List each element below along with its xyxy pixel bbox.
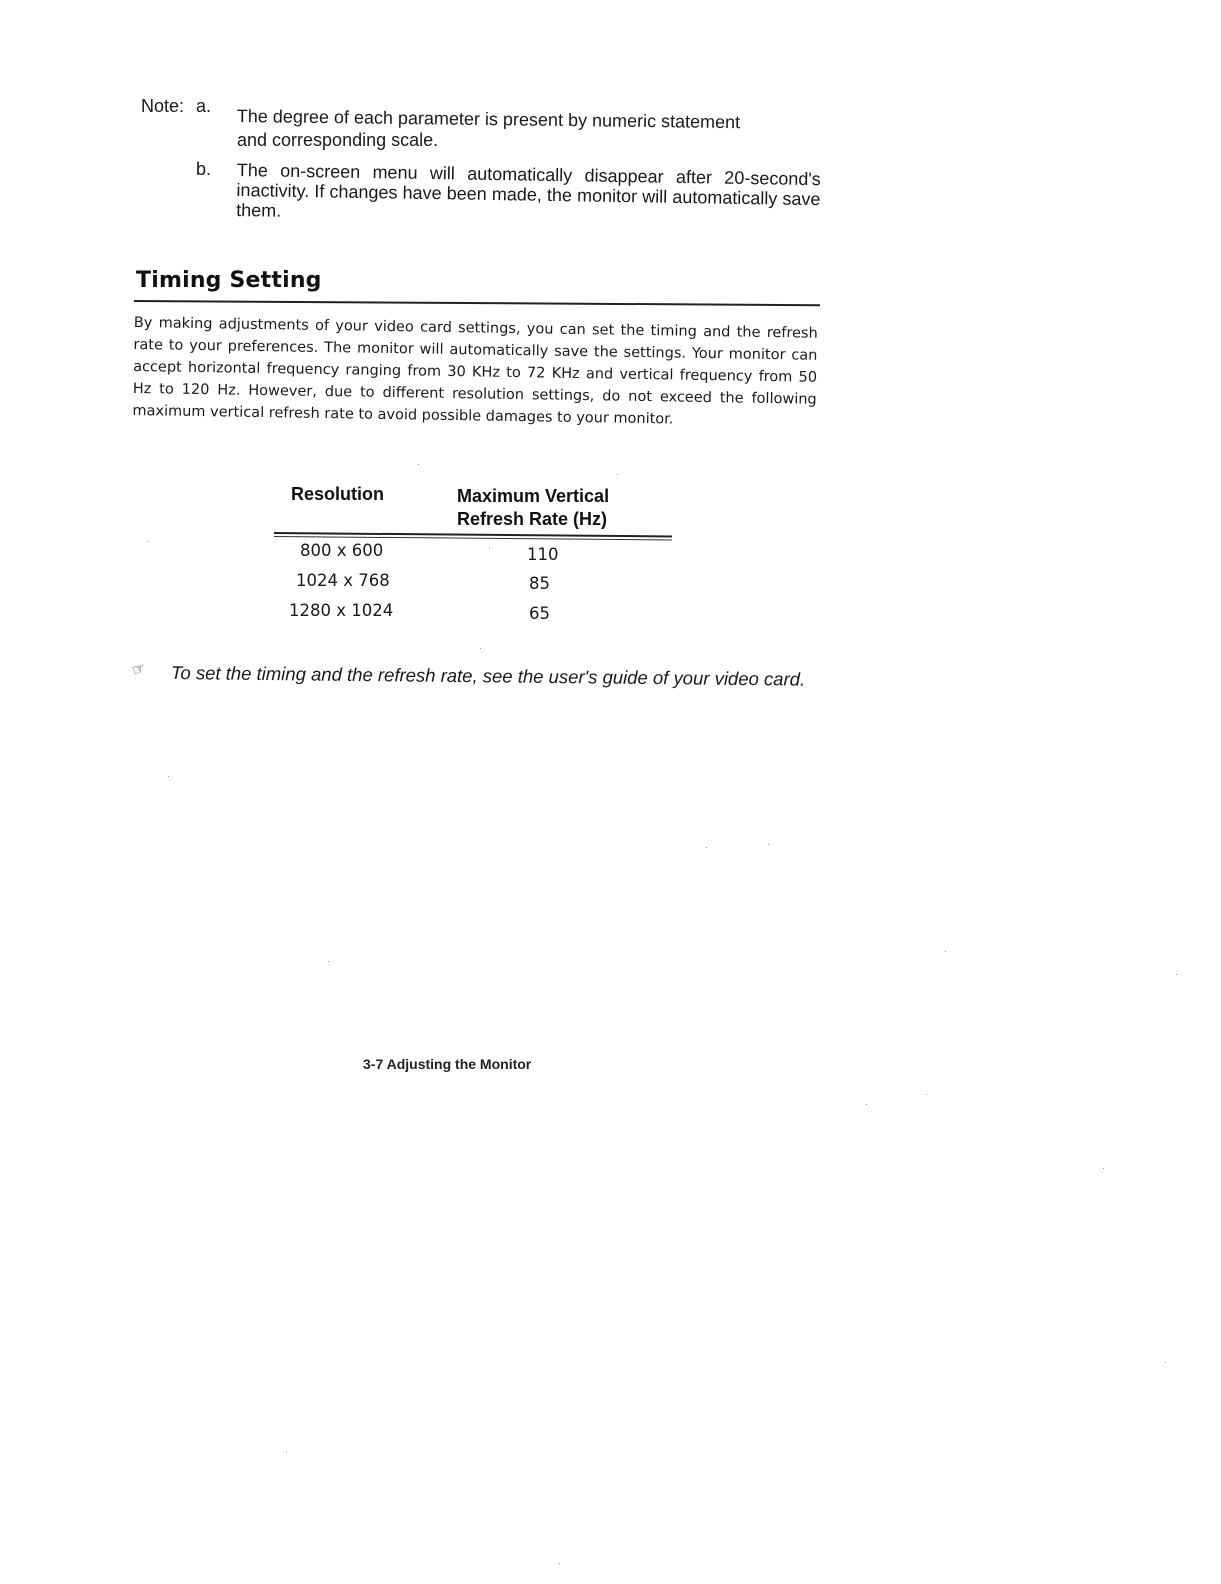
- table-cell-resolution: 1024 x 768: [296, 571, 390, 590]
- note-b-marker: b.: [196, 159, 212, 179]
- scan-speck: [418, 464, 419, 465]
- scan-speck: [1176, 974, 1177, 975]
- scan-speck: [945, 951, 946, 952]
- note-a-line-1: The degree of each parameter is present by numeric statement: [236, 105, 741, 133]
- table-header-max-rate: [457, 485, 609, 531]
- table-cell-rate: 65: [529, 604, 550, 623]
- section-title-rule: [134, 300, 820, 306]
- section-title: Timing Setting: [136, 268, 322, 293]
- note-a-line-2: and corresponding scale.: [237, 130, 439, 150]
- tip-text: To set the timing and the refresh rate, see the user's guide of your video card.: [170, 662, 806, 690]
- table-header-resolution: Resolution: [291, 484, 384, 504]
- table-cell-rate: 110: [527, 545, 559, 564]
- scan-speck: [706, 847, 707, 848]
- table-cell-resolution: 800 x 600: [300, 541, 384, 560]
- scan-speck: [328, 961, 329, 962]
- note-a-marker: a.: [196, 96, 212, 116]
- scan-speck: [147, 541, 148, 542]
- scan-speck: [768, 844, 769, 845]
- note-b-text: The on-screen menu will automatically disappear after 20-second's inactivity. If changes have been made, the monitor will automatically save them.: [236, 160, 821, 221]
- note-label: Note:: [141, 96, 185, 116]
- scan-speck: [866, 1104, 867, 1105]
- section-paragraph: By making adjustments of your video card settings, you can set the timing and the refresh rate to your preferences. The monitor will automatically save the settings. Your monitor can accept horizontal frequency ranging from 30 KHz to 72 KHz and vertical frequency from 50 Hz to 120 Hz. However, due to different resolution settings, do not exceed the following maximum vertical refresh rate to avoid possible damages to your monitor.: [132, 314, 818, 428]
- table-cell-resolution: 1280 x 1024: [289, 601, 394, 620]
- scan-speck: [286, 1451, 287, 1452]
- scan-speck: [1103, 1168, 1104, 1169]
- table-header-max-rate-line-1: Maximum Vertical: [457, 486, 610, 506]
- pointing-hand-icon: ☞: [129, 659, 148, 680]
- scan-speck: [559, 1563, 560, 1564]
- scan-speck: [168, 776, 169, 777]
- page-footer: 3-7 Adjusting the Monitor: [363, 1056, 532, 1072]
- note-a-text: [237, 104, 817, 152]
- scan-speck: [617, 474, 618, 475]
- scan-speck: [489, 548, 490, 549]
- table-cell-rate: 85: [529, 574, 550, 593]
- scan-speck: [1165, 1362, 1166, 1363]
- scan-speck: [926, 1094, 927, 1095]
- table-header-max-rate-line-2: Refresh Rate (Hz): [457, 509, 608, 529]
- scan-speck: [480, 648, 481, 649]
